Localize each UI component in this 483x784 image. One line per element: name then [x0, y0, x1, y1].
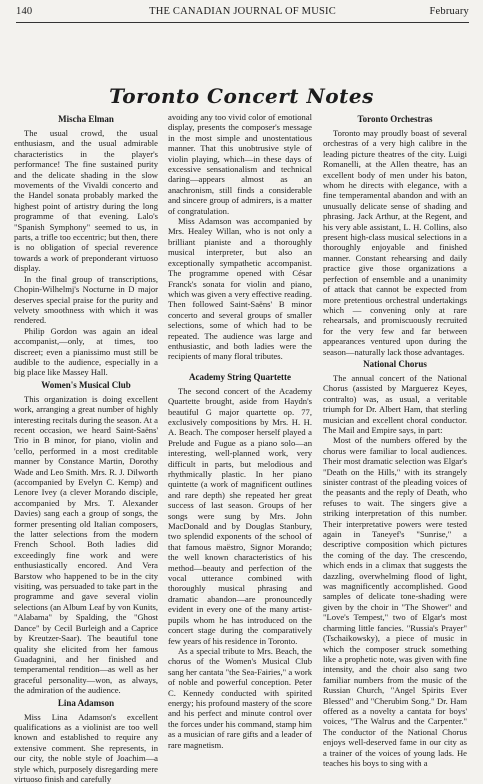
page-number: 140	[16, 6, 33, 17]
article-heading-mischa-elman: Mischa Elman	[58, 114, 114, 124]
paragraph: The second concert of the Academy Quartette brought, aside from Haydn's beautiful G major quartette op. 77, exclusively compositions by Mrs. H. H. A. Beach. The composer herself played a Prelude and Fugue as a piano solo—an interesting, well-planned work, very difficult in parts, but melodious and rhythmically plastic. In her piano quintette (a work of magnificent outlines and rare depth) she repeated her great success of last season. Groups of her songs were sung by Mrs. John MacDonald and by Douglas Stanbury, two splendid exponents of the school of that famous maëstro, Signor Morando; the well known characteristics of his method—beauty and perfection of the vocal utterance combined with thoroughly musical phrasing and dramatic abandon—are pronouncedly evident in every one of the many artist-pupils whom he has introduced on the concert stage during the comparatively few years of his residence in Toronto.	[168, 385, 312, 646]
column-1	[14, 112, 158, 784]
column-2	[168, 112, 312, 752]
article-heading-lina-adamson: Lina Adamson	[57, 697, 115, 708]
issue-month: February	[429, 6, 469, 17]
column-3	[323, 112, 467, 768]
paragraph: Toronto may proudly boast of several orchestras of a very high calibre in the leading picture theatres of the city. Luigi Romanelli, at the Allen theatre, has an excellent body of men under his baton, whom he directs with elegance, with a fine temperamental abandon and with an unusually delicate sense of shading and phrasing. Jack Arthur, at the Regent, and his very able assistant, L. H. Collins, also present high-class musical selections in a thoroughly enjoyable and finished manner. Constant rehearsing and daily practice give those organizations a perfection of ensemble and a unanimity of attack that cannot be expected from more pretentious orchestral undertakings which — convening only at rare rehearsals, and promiscuously recruited for the very few and far between appearances ventured upon during the season—naturally lack those advantages.	[323, 128, 467, 357]
article-heading-national-chorus: National Chorus	[363, 358, 427, 369]
paragraph: Philip Gordon was again an ideal accompanist,—only, at times, too discreet; even a pianissimo must still be audible to the audience, especially in a big place like Massey Hall.	[14, 325, 158, 378]
paragraph: The annual concert of the National Chorus (assisted by Marguerez Keyes, contralto) was, as usual, a veritable triumph for Dr. Albert Ham, that sterling musician and excellent choral conductor. The Mail and Empire says, in part:	[323, 372, 467, 435]
running-head	[16, 6, 469, 20]
article-heading-toronto-orchestras: Toronto Orchestras	[357, 114, 433, 124]
paragraph: Most of the numbers offered by the chorus were familiar to local audiences. Their most dramatic selection was Elgar's "Death on the Hills," with its strangely sinister contrast of the pleading voices of the peasants and the reply of Death, who refuses to wait. The singers give a striking interpretation of this number. Their interpretative powers were tested again in Taneyef's "Sunrise," a descriptive composition which pictures the coming of the day. The crescendo, which ends in a climax that suggests the dazzling, overwhelming flood of light, was magnificently accomplished. Good samples of delicate tone-shading were given by the choir in "The Shower" and "Love's Tempest," two of Elgar's most charming little fancies. "Russia's Prayer" (Tschaikowsky), a piece of music in which the composer struck something like a prophetic note, was given with fine intensity, and the choir also sang two familiar numbers from the music of the Russian Church, "Angel Spirits Ever Blessed" and "Cherubim Song." Dr. Ham offered as a novelty a cantata for boys' voices, "The Walrus and the Carpenter." The conductor of the National Chorus enjoys well-deserved fame in our city as a trainer of the voices of young lads. He teaches his boys to sing with a	[323, 435, 467, 768]
article-heading-womens-musical-club: Women's Musical Club	[41, 379, 131, 390]
paragraph: In the final group of transcriptions, Chopin-Wilhelmj's Nocturne in D major deserves special praise for the purity and velvety smoothness with which it was rendered.	[14, 273, 158, 326]
paragraph-continued: avoiding any too vivid color of emotional display, presents the composer's message in the most simple and unostentatious manner. That this unobtrusive style of violin playing, which—in these days of excessive sensationalism and technical daring—appears almost as an anachronism, still finds a considerable and sincere group of admirers, is a matter of congratulation.	[168, 112, 312, 216]
article-heading-academy-string-quartette: Academy String Quartette	[189, 371, 291, 382]
paragraph: As a special tribute to Mrs. Beach, the chorus of the Women's Musical Club sang her cantata "the Sea-Fairies," a work of noble and powerful conception. Peter C. Kennedy conducted with spirited energy; his profound mastery of the score and his perfect and minute control over the forces under his command, stamp him as a musician of rare gifts and a leader of rare magnetism.	[168, 645, 312, 750]
paragraph: This organization is doing excellent work, arranging a great number of highly interesting recitals during the season. At a recent occasion, we heard Saint-Saëns' Trio in B minor, for piano, violin and 'cello, performed in a most creditable manner by Constance Martin, Dorothy Wade and Leo Smith. Mrs. R. J. Dilworth (accompanied by Evelyn C. Kemp) and Lenore Ivey (a clever Morando disciple, accompanied by Mrs. T. Alexander Davies) sang each a group of songs, the former presenting old Italian composers, the latter selections from the modern French School. Both ladies did exceedingly fine work and were enthusiastically encored. And Vera Barstow who happened to be in the city visiting, was persuaded to take part in the programme and gave several violin selections (an Album Leaf by von Kunits, "Alabama" by Spalding, the "Ghost Dance" by Cecil Burleigh and a Caprice by Kreutzer-Saar). The beautiful tone quality she elicited from her famous Guadagnini, and her finished and temperamental rendition—as well as her graceful personality—won, as always, the admiration of the audience.	[14, 393, 158, 696]
section-title: Toronto Concert Notes	[109, 84, 374, 108]
paragraph: Miss Lina Adamson's excellent qualifications as a violinist are too well known and established to require any extensive comment. She represents, in our city, the noble style of Joachim—a style which, purposely disregarding mere virtuoso finish and carefully	[14, 711, 158, 784]
header-rule	[16, 22, 469, 23]
journal-title: THE CANADIAN JOURNAL OF MUSIC	[149, 6, 336, 17]
paragraph: Miss Adamson was accompanied by Mrs. Healey Willan, who is not only a brilliant pianiste and a thoroughly musical interpreter, but also an exceptionally sympathetic accompanist. The programme opened with César Franck's sonata for violin and piano, which was given a very effective reading. Then followed Saint-Saëns' B minor concerto and several groups of smaller selections, some of which had to be repeated. The audience was large and enthusiastic, and both ladies were the recipients of many floral tributes.	[168, 216, 312, 362]
paragraph: The usual crowd, the usual enthusiasm, and the usual admirable characteristics in the player's performance! The fine sustained purity and the delicate shading in the slow movements of the Vivaldi concerto and the Handel sonata probably marked the highest point of artistry during the long programme of that evening. Lalo's "Spanish Symphony" seemed to us, in parts, a trifle too eccentric; but then, there is no obligation of special reverence towards a work of preponderant virtuoso display.	[14, 128, 158, 274]
